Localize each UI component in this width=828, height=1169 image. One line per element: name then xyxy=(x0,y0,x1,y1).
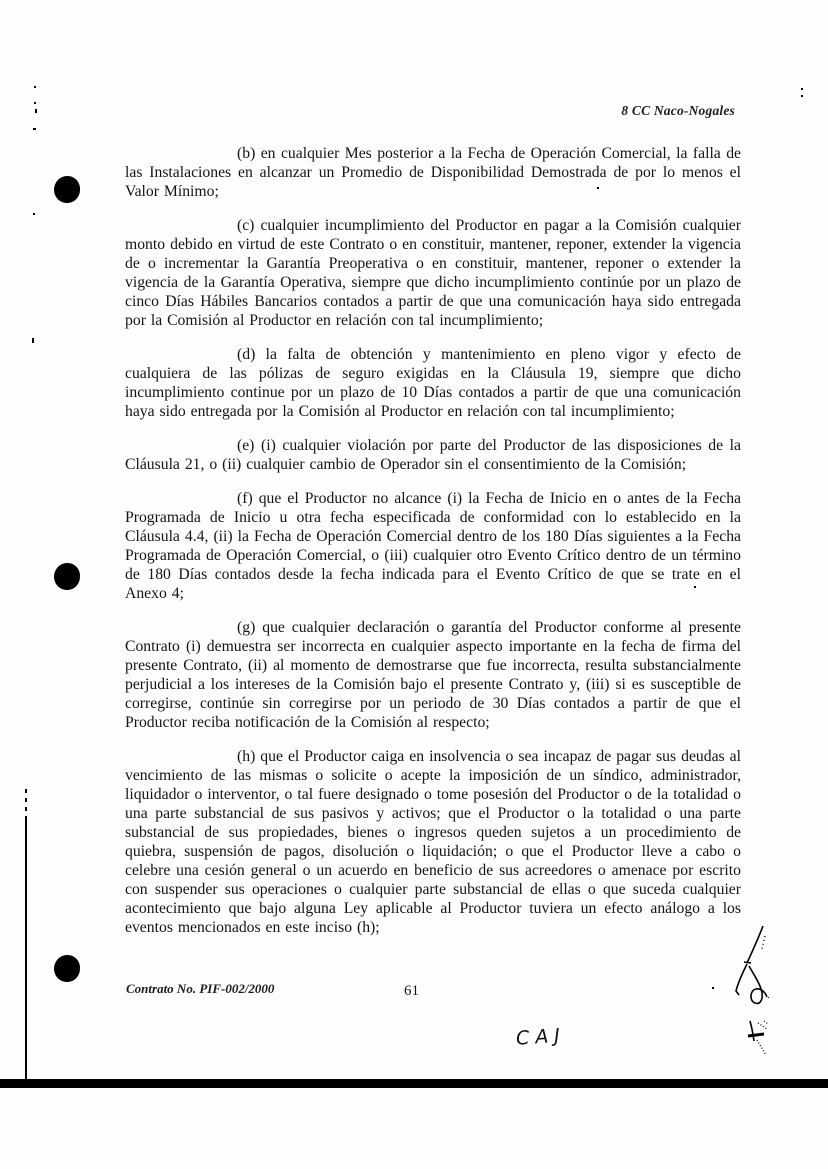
scan-edge-dash xyxy=(25,807,27,811)
handwritten-signature-mark xyxy=(708,918,818,1068)
contract-clause-h: (h) que el Productor caiga en insolvencia o sea incapaz de pagar sus deudas al vencimiento de las mismas o solicite o acepte la imposición de un síndico, administrador, liquidador o interventor, o tal fuere designado o tome posesión del Productor o de la totalidad o una parte substancial de sus pasivos y activos; que el Productor o la totalidad o una parte substancial de sus propiedades, bienes o ingresos queden sujetos a un procedimiento de quiebra, suspensión de pagos, disolución o liquidación; o que el Productor lleve a cabo o celebre una cesión general o un acuerdo en beneficio de sus acreedores o amenace por escrito con suspender sus operaciones o cualquier parte substancial de ellas o que suceda cualquier acontecimiento que bajo alguna Ley aplicable al Productor tuviera un efecto análogo a los eventos mencionados en este inciso (h); xyxy=(125,748,741,936)
contract-clause-c: (c) cualquier incumplimiento del Productor en pagar a la Comisión cualquier monto debido en virtud de este Contrato o en constituir, mantener, reponer, extender la vigencia de o incrementar la Garantía Preoperativa o en constituir, mantener, reponer o extender la vigencia de la Garantía Operativa, siempre que dicho incumplimiento continúe por un plazo de cinco Días Hábiles Bancarios contados a partir de que una comunicación haya sido entregada por la Comisión al Productor en relación con tal incumplimiento; xyxy=(125,217,741,329)
punch-hole-icon xyxy=(54,176,80,203)
scan-edge-dash xyxy=(25,789,27,793)
header-note: 8 CC Naco-Nogales xyxy=(621,103,735,118)
scan-edge-dash xyxy=(25,798,27,802)
scan-speck xyxy=(35,109,37,113)
scan-edge-line xyxy=(25,816,27,1080)
contract-clause-g: (g) que cualquier declaración o garantía del Productor conforme al presente Contrato (i) demuestra ser incorrecta en cualquier aspecto importante en la fecha de firma del presente Contrato, (ii) al momento de demostrarse que fue incorrecta, resulta substancialmente perjudicial a los intereses de la Comisión bajo el presente Contrato y, (iii) si es susceptible de corregirse, continúe sin corregirse por un periodo de 30 Días contados a partir de que el Productor reciba notificación de la Comisión al respecto; xyxy=(125,619,741,731)
scan-speck xyxy=(34,102,36,104)
punch-hole-icon xyxy=(54,955,80,982)
contract-clause-d: (d) la falta de obtención y mantenimiento en pleno vigor y efecto de cualquiera de las pólizas de seguro exigidas en la Cláusula 19, siempre que dicho incumplimiento continue por un plazo de 10 Días contados a partir de que una comunicación haya sido entregada por la Comisión al Productor en relación con tal incumplimiento; xyxy=(125,346,741,420)
scan-speck xyxy=(33,128,36,130)
scan-speck xyxy=(694,586,696,588)
scan-speck xyxy=(597,187,599,189)
scan-speck xyxy=(801,88,803,90)
scan-speck xyxy=(801,95,803,97)
contract-clause-e: (e) (i) cualquier violación por parte del Productor de las disposiciones de la Cláusula 21, o (ii) cualquier cambio de Operador sin el consentimiento de la Comisión; xyxy=(125,437,741,473)
contract-clause-f: (f) que el Productor no alcance (i) la Fecha de Inicio en o antes de la Fecha Programada de Inicio u otra fecha especificada de conformidad con lo establecido en la Cláusula 4.4, (ii) la Fecha de Operación Comercial dentro de los 180 Días siguientes a la Fecha Programada de Operación Comercial, o (iii) cualquier otro Evento Crítico dentro de un término de 180 Días contados desde la fecha indicada para el Evento Crítico de que se trate en el Anexo 4; xyxy=(125,490,741,602)
page-number: 61 xyxy=(404,983,419,999)
scan-speck xyxy=(32,338,34,343)
footer-contract-number: Contrato No. PIF-002/2000 xyxy=(126,981,275,996)
punch-hole-icon xyxy=(54,563,80,590)
scan-speck xyxy=(33,213,35,215)
handwritten-annotation: CAJ xyxy=(515,1024,567,1050)
contract-clause-b: (b) en cualquier Mes posterior a la Fecha de Operación Comercial, la falla de las Instalaciones en alcanzar un Promedio de Disponibilidad Demostrada de por lo menos el Valor Mínimo; xyxy=(125,145,741,200)
contract-clauses xyxy=(125,144,741,952)
scan-speck xyxy=(34,86,36,88)
scan-bottom-bar xyxy=(0,1079,828,1088)
